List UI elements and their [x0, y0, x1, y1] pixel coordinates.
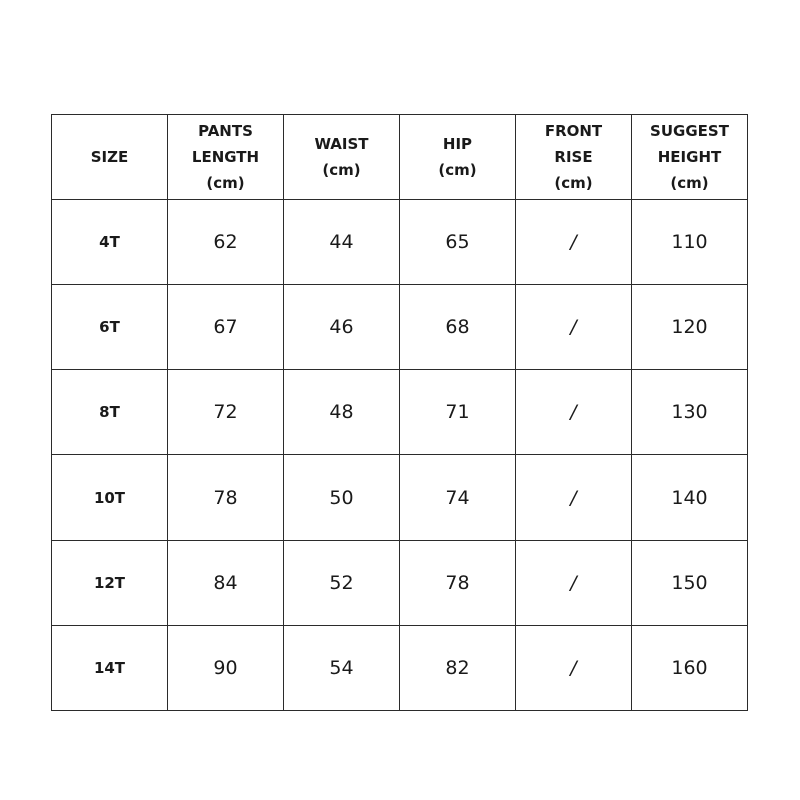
header-suggest-height: SUGGEST HEIGHT (cm)	[632, 115, 748, 200]
pants-length-cell: 72	[168, 370, 284, 455]
suggest-height-cell: 140	[632, 455, 748, 540]
header-pants-length: PANTS LENGTH (cm)	[168, 115, 284, 200]
front-rise-cell: /	[516, 285, 632, 370]
header-front-rise: FRONT RISE (cm)	[516, 115, 632, 200]
table-row	[52, 370, 748, 455]
waist-cell: 50	[284, 455, 400, 540]
hip-cell: 82	[400, 625, 516, 710]
size-cell: 10T	[52, 455, 168, 540]
front-rise-cell: /	[516, 455, 632, 540]
table-row	[52, 455, 748, 540]
waist-cell: 52	[284, 540, 400, 625]
pants-length-cell: 90	[168, 625, 284, 710]
header-row	[52, 115, 748, 200]
waist-cell: 44	[284, 200, 400, 285]
size-cell: 4T	[52, 200, 168, 285]
pants-length-cell: 78	[168, 455, 284, 540]
hip-cell: 78	[400, 540, 516, 625]
table-row	[52, 200, 748, 285]
hip-cell: 71	[400, 370, 516, 455]
waist-cell: 48	[284, 370, 400, 455]
header-hip: HIP (cm)	[400, 115, 516, 200]
size-cell: 14T	[52, 625, 168, 710]
size-cell: 12T	[52, 540, 168, 625]
front-rise-cell: /	[516, 370, 632, 455]
suggest-height-cell: 120	[632, 285, 748, 370]
waist-cell: 54	[284, 625, 400, 710]
table-row	[52, 540, 748, 625]
size-cell: 8T	[52, 370, 168, 455]
front-rise-cell: /	[516, 625, 632, 710]
pants-length-cell: 84	[168, 540, 284, 625]
suggest-height-cell: 110	[632, 200, 748, 285]
hip-cell: 65	[400, 200, 516, 285]
front-rise-cell: /	[516, 540, 632, 625]
hip-cell: 68	[400, 285, 516, 370]
suggest-height-cell: 150	[632, 540, 748, 625]
table-row	[52, 285, 748, 370]
pants-length-cell: 67	[168, 285, 284, 370]
table-row	[52, 625, 748, 710]
suggest-height-cell: 160	[632, 625, 748, 710]
size-chart-table	[51, 114, 748, 711]
pants-length-cell: 62	[168, 200, 284, 285]
header-waist: WAIST (cm)	[284, 115, 400, 200]
size-cell: 6T	[52, 285, 168, 370]
front-rise-cell: /	[516, 200, 632, 285]
suggest-height-cell: 130	[632, 370, 748, 455]
waist-cell: 46	[284, 285, 400, 370]
header-size: SIZE	[52, 115, 168, 200]
hip-cell: 74	[400, 455, 516, 540]
